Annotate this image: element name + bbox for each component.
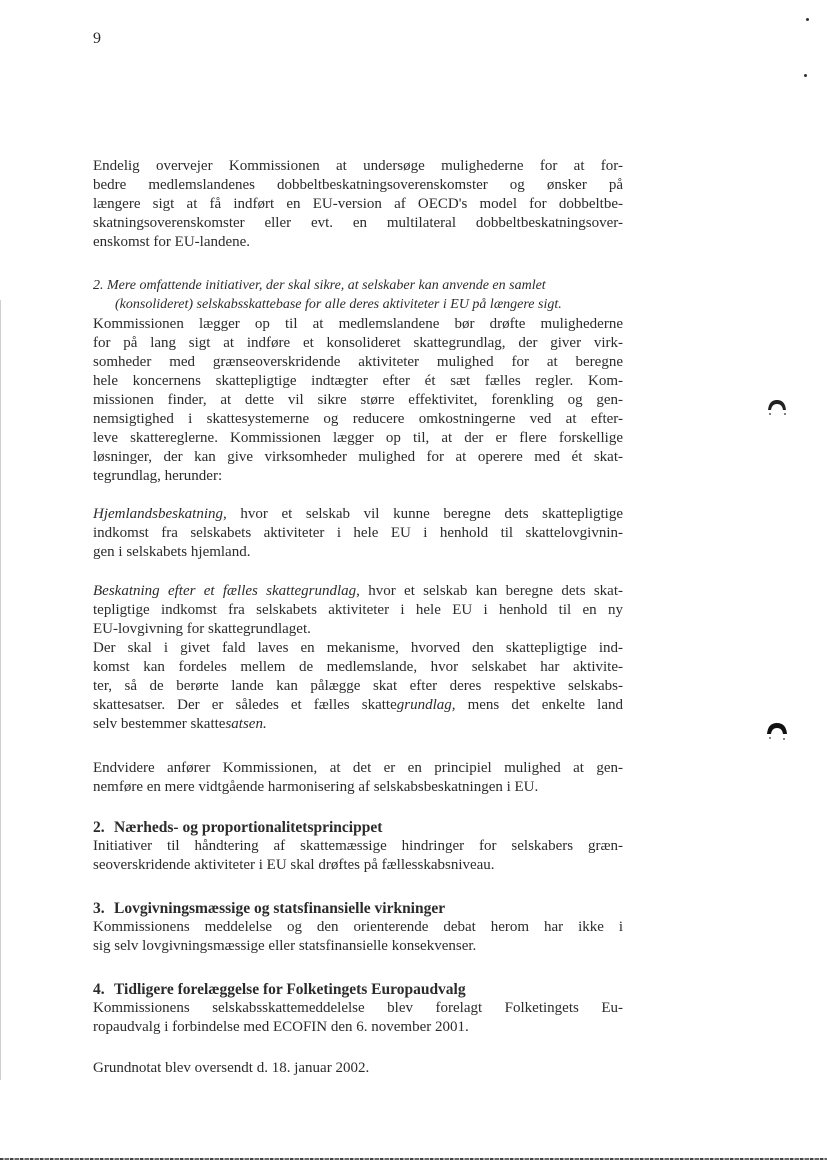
scan-speck	[804, 74, 807, 77]
text-line: bedre medlemslandenes dobbeltbeskatningsoverenskomster og ønsker på	[93, 177, 623, 193]
text-fragment: skattesatser. Der er således et fælles skatte	[93, 697, 397, 713]
text-line	[93, 696, 623, 715]
point2-heading-line2: (konsolideret) selskabsskattebase for alle deres aktiviteter i EU på længere sigt.	[115, 297, 562, 312]
text-line	[93, 505, 623, 524]
section-title: Tidligere forelæggelse for Folketingets Europaudvalg	[114, 981, 466, 998]
text-fragment: selv bestemmer skatte	[93, 716, 226, 732]
text-line: tegrundlag, herunder:	[93, 468, 223, 484]
text-line: somheder med grænseoverskridende aktiviteter mulighed for at beregne	[93, 354, 623, 370]
text-line: Initiativer til håndtering af skattemæssige hindringer for selskabers græn-	[93, 838, 623, 854]
text-fragment: mens det enkelte land	[455, 697, 623, 713]
text-line: Grundnotat blev oversendt d. 18. januar 2002.	[93, 1060, 370, 1076]
text-line: EU-lovgivning for skattegrundlaget.	[93, 621, 311, 637]
text-line: Kommissionens meddelelse og den orienterende debat herom har ikke i	[93, 919, 623, 935]
text-line: Endelig overvejer Kommissionen at undersøge mulighederne for at for-	[93, 158, 623, 174]
section-heading	[93, 980, 623, 999]
text-line: nemsigtighed i skattesystemerne og reducere omkostningerne ved at efter-	[93, 411, 623, 427]
text-line: Endvidere anfører Kommissionen, at det er en principiel mulighed at gen-	[93, 760, 623, 776]
text-line: gen i selskabets hjemland.	[93, 544, 251, 560]
text-fragment: hvor et selskab vil kunne beregne dets skattepligtige	[226, 506, 623, 522]
section-heading	[93, 818, 623, 837]
scan-edge	[0, 300, 1, 1080]
emphasis: grundlag,	[396, 697, 456, 713]
text-fragment: hvor et selskab kan beregne dets skat-	[359, 583, 623, 599]
section-title: Nærheds- og proportionalitetsprincippet	[114, 819, 383, 836]
text-line: ropaudvalg i forbindelse med ECOFIN den 6. november 2001.	[93, 1019, 469, 1035]
point2-heading-line1: 2. Mere omfattende initiativer, der skal sikre, at selskaber kan anvende en samlet	[93, 278, 546, 293]
section-2	[93, 818, 623, 875]
text-line: seoverskridende aktiviteter i EU skal drøftes på fællesskabsniveau.	[93, 857, 495, 873]
intro-paragraph	[93, 157, 623, 252]
section-4	[93, 980, 623, 1037]
scan-speck	[806, 18, 809, 21]
home-taxation-paragraph	[93, 505, 623, 562]
page-number: 9	[93, 30, 101, 47]
section-number: 4.	[93, 981, 105, 998]
text-line: indkomst fra selskabets aktiviteter i hele EU i henhold til skattelovgivnin-	[93, 525, 623, 541]
punch-hole-mark	[766, 398, 788, 418]
home-taxation-term: Hjemlandsbeskatning,	[93, 506, 227, 522]
closing-note	[93, 1059, 623, 1078]
common-base-paragraph	[93, 582, 623, 734]
text-line: skatningsoverenskomster eller evt. en multilateral dobbeltbeskatningsover-	[93, 215, 623, 231]
text-line: missionen finder, at dette vil sikre større effektivitet, forenkling og gen-	[93, 392, 623, 408]
common-base-term: Beskatning efter et fælles skattegrundlag,	[93, 583, 360, 599]
section-number: 3.	[93, 900, 105, 917]
emphasis: satsen.	[225, 716, 267, 732]
punch-hole-mark	[766, 722, 788, 742]
text-line: Kommissionens selskabsskattemeddelelse blev forelagt Folketingets Eu-	[93, 1000, 623, 1016]
text-line: ter, så de berørte lande kan pålægge skat efter deres respektive selskabs-	[93, 678, 623, 694]
section-number: 2.	[93, 819, 105, 836]
point2-paragraph	[93, 315, 623, 486]
text-line: enskomst for EU-landene.	[93, 234, 251, 250]
text-line	[93, 582, 623, 601]
text-line: længere sigt at få indført en EU-version af OECD's model for dobbeltbe-	[93, 196, 623, 212]
scan-bottom-edge	[0, 1158, 827, 1160]
text-line: Kommissionen lægger op til at medlemslandene bør drøfte mulighederne	[93, 316, 623, 332]
further-paragraph	[93, 759, 623, 797]
text-line: hele koncernens skattepligtige indtægter efter ét sæt fælles regler. Kom-	[93, 373, 623, 389]
text-line: tepligtige indkomst fra selskabets aktiviteter i hele EU i henhold til en ny	[93, 602, 623, 618]
text-line: løsninger, der kan give virksomheder mulighed for at operere med ét skat-	[93, 449, 623, 465]
text-line: komst kan fordeles mellem de medlemslande, hvor selskabet har aktivite-	[93, 659, 623, 675]
text-line: for på lang sigt at indføre et konsolideret skattegrundlag, der giver virk-	[93, 335, 623, 351]
text-line	[93, 715, 623, 734]
section-3	[93, 899, 623, 956]
text-line: sig selv lovgivningsmæssige eller statsfinansielle konsekvenser.	[93, 938, 477, 954]
section-heading	[93, 899, 623, 918]
text-line: Der skal i givet fald laves en mekanisme, hvorved den skattepligtige ind-	[93, 640, 623, 656]
text-line: nemføre en mere vidtgående harmonisering af selskabsbeskatningen i EU.	[93, 779, 539, 795]
point2-heading	[93, 276, 623, 314]
text-line: leve skattereglerne. Kommissionen lægger op til, at der er flere forskellige	[93, 430, 623, 446]
section-title: Lovgivningsmæssige og statsfinansielle virkninger	[114, 900, 446, 917]
